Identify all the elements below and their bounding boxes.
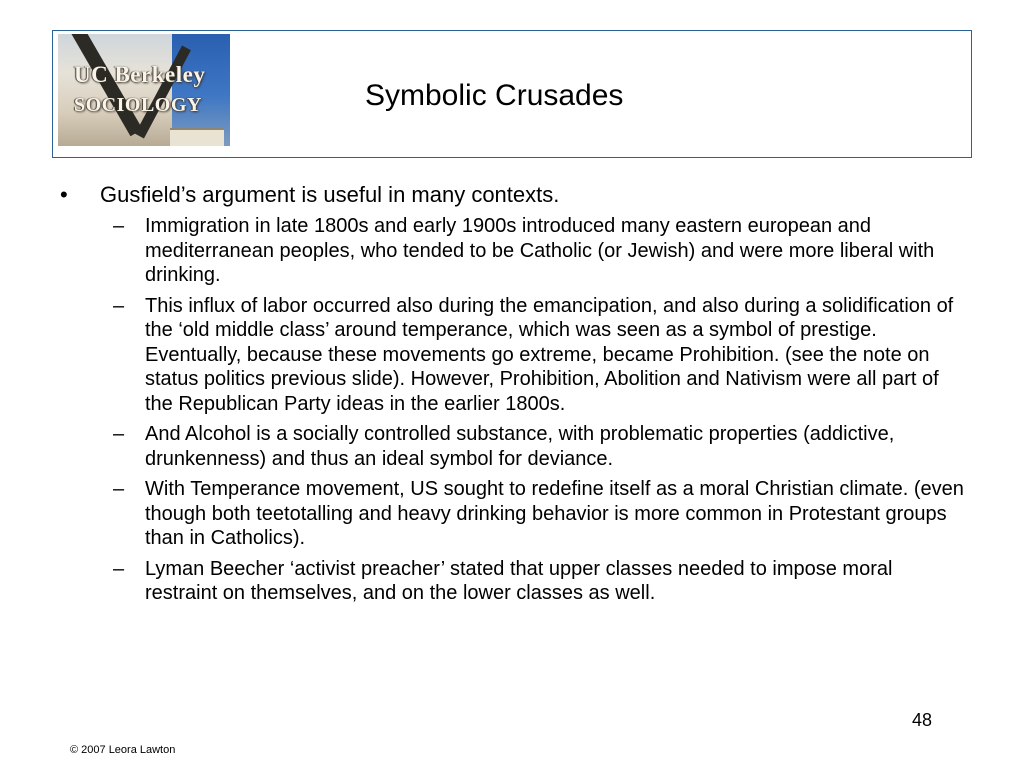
sub-bullet-marker: –	[113, 294, 125, 317]
sub-bullet-text: And Alcohol is a socially controlled substance, with problematic properties (addictive, drunkenness) and thus an ideal symbol for deviance.	[145, 423, 895, 470]
page-number: 48	[911, 710, 932, 730]
bullet-marker: •	[60, 182, 68, 207]
bullet-text: Gusfield’s argument is useful in many contexts.	[100, 182, 560, 207]
sub-bullet-item	[113, 214, 970, 288]
sub-bullet-item	[113, 557, 970, 606]
logo-text-line2: SOCIOLOGY	[74, 94, 202, 116]
sub-bullet-list	[113, 214, 970, 606]
sub-bullet-text: This influx of labor occurred also during the emancipation, and also during a solidification of the ‘old middle class’ around temperance, which was seen as a symbol of prestige. Eventually, because these movements go extreme, became Prohibition. (see the note on status politics previous slide). However, Prohibition, Abolition and Nativism were all part of the Republican Party ideas in the earlier 1800s.	[145, 294, 954, 415]
slide-title: Symbolic Crusades	[365, 79, 624, 112]
slide-body	[60, 182, 970, 612]
logo-building	[170, 128, 224, 146]
sub-bullet-text: Lyman Beecher ‘activist preacher’ stated that upper classes needed to impose moral restraint on themselves, and on the lower classes as well.	[145, 557, 893, 604]
sub-bullet-marker: –	[113, 423, 125, 445]
sub-bullet-text: Immigration in late 1800s and early 1900s introduced many eastern european and mediterranean peoples, who tended to be Catholic (or Jewish) and were more liberal with drinking.	[145, 215, 935, 286]
sub-bullet-item	[113, 294, 970, 417]
sub-bullet-marker: –	[113, 215, 125, 237]
copyright-notice: © 2007 Leora Lawton	[70, 744, 176, 756]
logo-text-line1: UC Berkeley	[74, 62, 206, 87]
sub-bullet-text: With Temperance movement, US sought to redefine itself as a moral Christian climate. (even though both teetotalling and heavy drinking behavior is more common in Protestant groups than in Catholics).	[145, 478, 964, 549]
bullet-item	[60, 182, 970, 208]
sub-bullet-item	[113, 422, 970, 471]
uc-berkeley-sociology-logo	[58, 34, 230, 146]
sub-bullet-marker: –	[113, 478, 125, 500]
sub-bullet-marker: –	[113, 557, 125, 580]
sub-bullet-item	[113, 477, 970, 551]
